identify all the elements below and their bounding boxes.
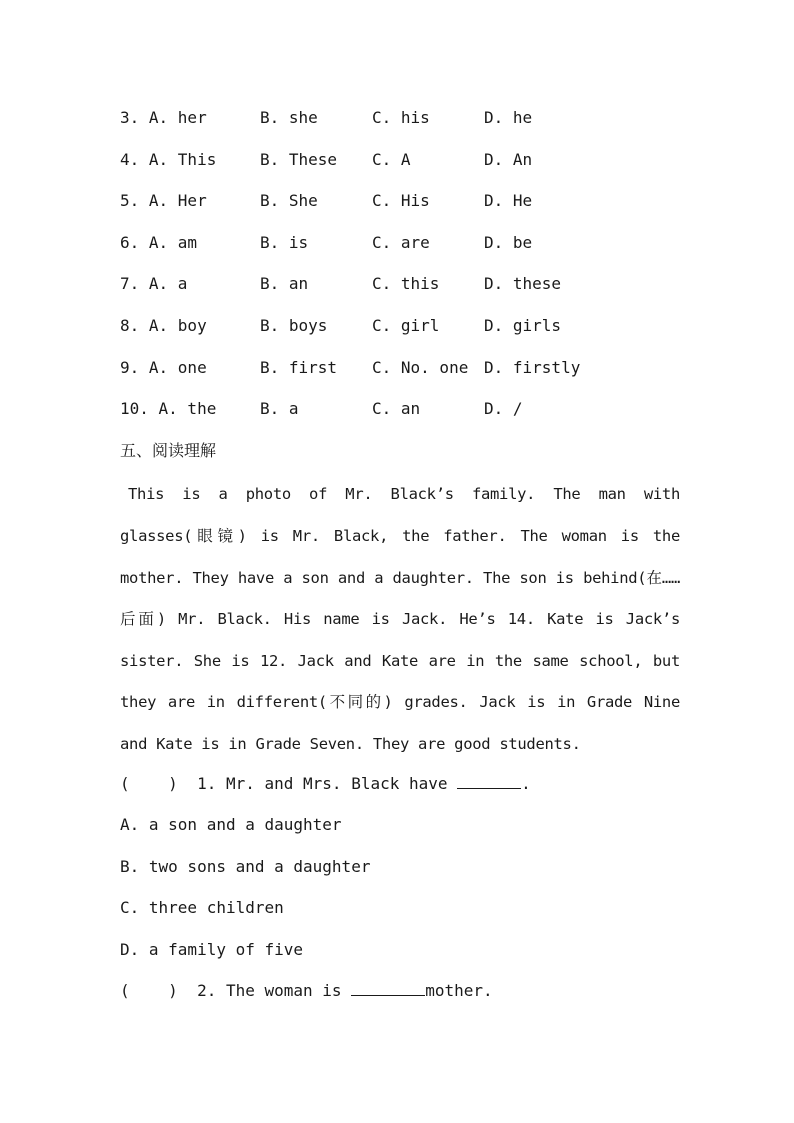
option-b: B. She xyxy=(260,191,318,211)
option-row-3 xyxy=(120,100,680,142)
section-title: 五、阅读理解 xyxy=(120,440,217,460)
option-d: D. firstly xyxy=(484,357,581,377)
choice-a: A. a son and a daughter xyxy=(120,815,342,835)
option-row-6 xyxy=(120,225,680,267)
question-stem-end: . xyxy=(521,773,531,793)
option-c: C. his xyxy=(372,108,430,127)
option-row-4 xyxy=(120,142,680,184)
question-stem: 2. The woman is xyxy=(197,981,352,1001)
option-b: B. boys xyxy=(260,315,328,335)
option-a: 4. A. This xyxy=(120,149,217,169)
choice-b: B. two sons and a daughter xyxy=(120,856,371,876)
option-b: B. is xyxy=(260,232,309,252)
option-a: 9. A. one xyxy=(120,357,207,377)
option-c: C. girl xyxy=(372,315,440,335)
option-d: D. these xyxy=(484,274,562,294)
option-row-7 xyxy=(120,266,680,308)
option-c: C. No. one xyxy=(372,357,469,377)
reading-passage xyxy=(120,474,680,765)
option-a: 10. A. the xyxy=(120,399,217,419)
option-d: D. / xyxy=(484,399,523,419)
option-row-5 xyxy=(120,183,680,225)
answer-blank xyxy=(351,977,425,996)
option-c: C. are xyxy=(372,232,430,252)
choice-d: D. a family of five xyxy=(120,939,304,959)
option-a: 8. A. boy xyxy=(120,315,207,335)
option-d: D. An xyxy=(484,149,533,169)
option-c: C. this xyxy=(372,274,440,294)
option-b: B. These xyxy=(260,149,338,169)
option-row-8 xyxy=(120,308,680,350)
option-b: B. an xyxy=(260,274,309,294)
passage-text: This is a photo of Mr. Black’s family. The man with glasses(眼镜) is Mr. Black, the father. The woman is the mother. They have a son and a daughter. The son is behind(在……后面) Mr. Black. His name is Jack. He’s 14. Kate is Jack’s sister. She is 12. Jack and Kate are in the same school, but they are in different(不同的) grades. Jack is in Grade Nine and Kate is in Grade Seven. They are good students. xyxy=(120,485,680,753)
answer-paren: ( ) xyxy=(120,773,178,793)
option-a: 5. A. Her xyxy=(120,191,207,211)
option-row-10 xyxy=(120,391,680,433)
option-d: D. be xyxy=(484,232,533,252)
worksheet-page xyxy=(120,100,680,1015)
option-b: B. a xyxy=(260,399,299,419)
question-1 xyxy=(120,766,680,808)
option-d: D. He xyxy=(484,191,533,211)
question-stem: 1. Mr. and Mrs. Black have xyxy=(197,773,458,793)
question-stem-end: mother. xyxy=(425,981,493,1001)
answer-paren: ( ) xyxy=(120,981,178,1001)
choice-c: C. three children xyxy=(120,898,284,918)
option-b: B. first xyxy=(260,357,338,377)
question-2 xyxy=(120,973,680,1015)
option-c: C. A xyxy=(372,149,411,169)
option-a: 7. A. a xyxy=(120,274,188,294)
answer-blank xyxy=(457,770,521,789)
option-b: B. she xyxy=(260,108,318,127)
option-a: 6. A. am xyxy=(120,232,198,252)
option-d: D. girls xyxy=(484,315,562,335)
option-c: C. an xyxy=(372,399,421,419)
option-a: 3. A. her xyxy=(120,108,207,127)
option-row-9 xyxy=(120,350,680,392)
option-c: C. His xyxy=(372,191,430,211)
option-d: D. he xyxy=(484,108,533,127)
